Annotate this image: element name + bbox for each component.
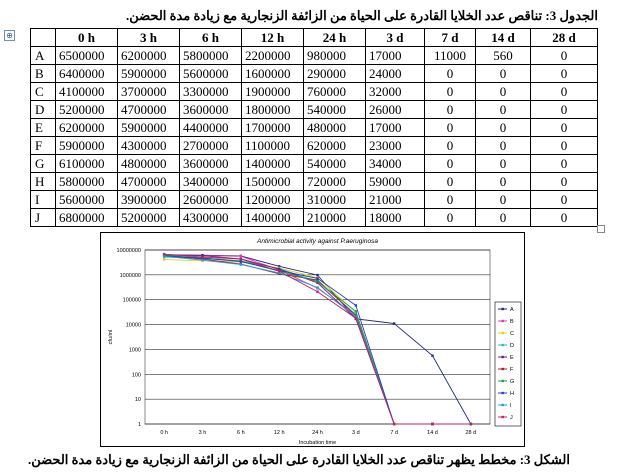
y-tick-label: 10000 (125, 322, 141, 329)
table-cell[interactable]: 5200000 (56, 101, 118, 119)
table-cell[interactable]: 24000 (366, 65, 425, 83)
legend-marker-I (502, 404, 504, 406)
table-cell[interactable]: 0 (531, 83, 598, 101)
table-cell[interactable]: 480000 (304, 119, 366, 137)
legend-label: A (510, 307, 514, 313)
x-axis-label: Incubation time (298, 440, 337, 446)
table-cell[interactable]: 6200000 (56, 119, 118, 137)
table-cell[interactable]: 3600000 (180, 155, 242, 173)
table-cell[interactable]: 5800000 (56, 173, 118, 191)
table-cell[interactable]: 17000 (366, 47, 425, 65)
table-row (31, 191, 598, 209)
table-cell[interactable]: 0 (531, 155, 598, 173)
table-cell[interactable]: 5600000 (56, 191, 118, 209)
legend-marker-A (502, 308, 504, 310)
table-cell[interactable]: 1500000 (242, 173, 304, 191)
table-cell[interactable]: 5900000 (56, 137, 118, 155)
row-label-cell[interactable]: G (31, 155, 56, 173)
series-point-J (393, 423, 395, 425)
row-label-cell[interactable]: J (31, 209, 56, 227)
y-tick-label: 100000 (122, 297, 141, 304)
table-row (31, 119, 598, 137)
row-label-cell[interactable]: I (31, 191, 56, 209)
table-caption: الجدول 3: تناقص عدد الخلايا القادرة على الحياة من الزائفة الزنجارية مع زيادة مدة الحضن. (126, 8, 598, 23)
series-point-B (240, 255, 242, 257)
row-label-cell[interactable]: E (31, 119, 56, 137)
table-cell[interactable]: 4400000 (180, 119, 242, 137)
header-cell[interactable]: 7 d (425, 29, 476, 47)
data-table (30, 28, 598, 227)
table-cell[interactable]: 5600000 (180, 65, 242, 83)
table-cell[interactable]: 1700000 (242, 119, 304, 137)
table-cell[interactable]: 0 (531, 119, 598, 137)
series-point-H (355, 304, 357, 306)
table-cell[interactable]: 0 (476, 173, 531, 191)
x-tick-label: 0 h (160, 430, 168, 436)
legend-label: E (510, 355, 514, 361)
series-point-I (201, 259, 203, 261)
table-row (31, 83, 598, 101)
header-cell[interactable]: 3 d (366, 29, 425, 47)
chart-title: Antimicrobial activity against P.aeruginosa (257, 238, 378, 245)
legend-label: H (510, 391, 514, 397)
series-point-C (163, 258, 165, 260)
table-cell[interactable]: 540000 (304, 101, 366, 119)
table-cell[interactable]: 0 (425, 101, 476, 119)
table-cell[interactable]: 560 (476, 47, 531, 65)
table-cell[interactable]: 11000 (425, 47, 476, 65)
series-point-J (431, 423, 433, 425)
legend-marker-F (502, 368, 504, 370)
table-row (31, 137, 598, 155)
table-cell[interactable]: 32000 (366, 83, 425, 101)
row-label-cell[interactable]: A (31, 47, 56, 65)
y-tick-label: 100 (131, 372, 141, 379)
table-row (31, 155, 598, 173)
table-cell[interactable]: 6200000 (118, 47, 180, 65)
series-point-I (163, 255, 165, 257)
table-cell[interactable]: 2200000 (242, 47, 304, 65)
table-cell[interactable]: 4700000 (118, 173, 180, 191)
table-cell[interactable]: 4100000 (56, 83, 118, 101)
table-cell[interactable]: 0 (476, 191, 531, 209)
y-tick-label: 1 (137, 422, 141, 428)
table-cell[interactable]: 310000 (304, 191, 366, 209)
table-cell[interactable]: 1600000 (242, 65, 304, 83)
table-cell[interactable]: 3300000 (180, 83, 242, 101)
table-cell[interactable]: 0 (425, 137, 476, 155)
table-cell[interactable]: 2600000 (180, 191, 242, 209)
table-cell[interactable]: 0 (425, 191, 476, 209)
series-point-J (355, 317, 357, 319)
table-cell[interactable]: 0 (425, 155, 476, 173)
table-cell[interactable]: 0 (425, 209, 476, 227)
table-cell[interactable]: 210000 (304, 209, 366, 227)
table-row (31, 209, 598, 227)
table-cell[interactable]: 4300000 (180, 209, 242, 227)
y-tick-label: 1000 (128, 347, 141, 354)
series-point-J (470, 423, 472, 425)
table-cell[interactable]: 6400000 (56, 65, 118, 83)
table-cell[interactable]: 5200000 (118, 209, 180, 227)
row-label-cell[interactable]: H (31, 173, 56, 191)
x-tick-label: 6 h (237, 430, 245, 436)
table-cell[interactable]: 0 (531, 191, 598, 209)
series-point-H (316, 277, 318, 279)
y-tick-label: 10 (134, 397, 141, 404)
table-cell[interactable]: 21000 (366, 191, 425, 209)
series-point-I (316, 286, 318, 288)
table-header-row (31, 29, 598, 47)
table-cell[interactable]: 17000 (366, 119, 425, 137)
row-label-cell[interactable]: D (31, 101, 56, 119)
row-label-cell[interactable]: F (31, 137, 56, 155)
table-cell[interactable]: 6100000 (56, 155, 118, 173)
table-cell[interactable]: 0 (425, 119, 476, 137)
table-cell[interactable]: 0 (531, 173, 598, 191)
line-chart (100, 232, 525, 447)
table-cell[interactable]: 0 (425, 83, 476, 101)
table-cell[interactable]: 720000 (304, 173, 366, 191)
x-tick-label: 12 h (273, 430, 285, 436)
row-label-cell[interactable]: B (31, 65, 56, 83)
x-tick-label: 14 d (427, 430, 438, 436)
table-cell[interactable]: 18000 (366, 209, 425, 227)
table-cell[interactable]: 4800000 (118, 155, 180, 173)
table-cell[interactable]: 3900000 (118, 191, 180, 209)
table-row (31, 101, 598, 119)
table-cell[interactable]: 6500000 (56, 47, 118, 65)
table-cell[interactable]: 0 (531, 65, 598, 83)
header-cell[interactable]: 14 d (476, 29, 531, 47)
legend-label: C (510, 331, 514, 337)
legend-marker-H (502, 392, 504, 394)
table-cell[interactable]: 6800000 (56, 209, 118, 227)
table-cell[interactable]: 1800000 (242, 101, 304, 119)
series-point-J (278, 270, 280, 272)
header-cell[interactable] (31, 29, 56, 47)
table-row (31, 65, 598, 83)
table-cell[interactable]: 0 (476, 83, 531, 101)
table-row (31, 173, 598, 191)
legend-label: F (510, 367, 514, 373)
table-cell[interactable]: 3600000 (180, 101, 242, 119)
x-tick-label: 28 d (465, 430, 477, 436)
series-point-J (163, 253, 165, 255)
legend-label: G (510, 379, 515, 385)
legend-label: B (510, 319, 514, 325)
header-cell[interactable]: 24 h (304, 29, 366, 47)
table-cell[interactable]: 26000 (366, 101, 425, 119)
table-cell[interactable]: 4300000 (118, 137, 180, 155)
legend-marker-B (502, 320, 504, 322)
legend-marker-G (502, 380, 504, 382)
table-cell[interactable]: 1200000 (242, 191, 304, 209)
table-cell[interactable]: 980000 (304, 47, 366, 65)
table-cell[interactable]: 0 (531, 101, 598, 119)
x-tick-label: 7 d (390, 430, 398, 436)
legend-label: D (510, 343, 514, 349)
table-cell[interactable]: 34000 (366, 155, 425, 173)
series-point-J (240, 258, 242, 260)
table-cell[interactable]: 2700000 (180, 137, 242, 155)
legend-label: J (510, 415, 513, 421)
table-cell[interactable]: 1400000 (242, 209, 304, 227)
table-cell[interactable]: 0 (476, 101, 531, 119)
legend-label: I (510, 403, 512, 409)
series-point-G (355, 310, 357, 312)
table-cell[interactable]: 0 (476, 155, 531, 173)
table-cell[interactable]: 0 (531, 209, 598, 227)
series-point-J (316, 291, 318, 293)
series-point-A (431, 354, 433, 356)
table-cell[interactable]: 3400000 (180, 173, 242, 191)
header-cell[interactable]: 28 d (531, 29, 598, 47)
x-tick-label: 3 h (198, 430, 207, 436)
header-cell[interactable]: 6 h (180, 29, 242, 47)
header-cell[interactable]: 0 h (56, 29, 118, 47)
table-cell[interactable]: 59000 (366, 173, 425, 191)
table-cell[interactable]: 0 (531, 47, 598, 65)
legend-marker-C (502, 332, 504, 334)
figure-caption: الشكل 3: مخطط يظهر تناقص عدد الخلايا القادرة على الحياة من الزائفة الزنجارية مع زيادة مدة الحضن. (28, 452, 570, 467)
table-cell[interactable]: 0 (531, 137, 598, 155)
table-row (31, 47, 598, 65)
series-point-G (316, 280, 318, 282)
header-cell[interactable]: 12 h (242, 29, 304, 47)
series-point-A (316, 274, 318, 276)
series-point-A (393, 322, 395, 324)
table-cell[interactable]: 1900000 (242, 83, 304, 101)
table-cell[interactable]: 4700000 (118, 101, 180, 119)
table-cell[interactable]: 0 (476, 137, 531, 155)
table-cell[interactable]: 1100000 (242, 137, 304, 155)
series-point-H (240, 260, 242, 262)
header-cell[interactable]: 3 h (118, 29, 180, 47)
legend-marker-J (502, 416, 504, 418)
row-label-cell[interactable]: C (31, 83, 56, 101)
legend-marker-E (502, 356, 504, 358)
table-cell[interactable]: 0 (425, 65, 476, 83)
table-cell[interactable]: 3700000 (118, 83, 180, 101)
table-cell[interactable]: 5800000 (180, 47, 242, 65)
table-cell[interactable]: 1400000 (242, 155, 304, 173)
table-resize-handle[interactable] (597, 225, 605, 233)
y-tick-label: 1000000 (119, 272, 141, 279)
y-axis-label: cfu/ml (108, 329, 114, 345)
legend-marker-D (502, 344, 504, 346)
table-cell[interactable]: 0 (476, 65, 531, 83)
table-cell[interactable]: 23000 (366, 137, 425, 155)
series-point-J (201, 256, 203, 258)
table-cell[interactable]: 620000 (304, 137, 366, 155)
table-cell[interactable]: 5900000 (118, 65, 180, 83)
y-tick-label: 10000000 (116, 248, 141, 254)
table-cell[interactable]: 290000 (304, 65, 366, 83)
table-cell[interactable]: 540000 (304, 155, 366, 173)
table-move-handle-icon[interactable]: ⊕ (4, 30, 15, 41)
x-tick-label: 24 h (312, 430, 323, 436)
table-cell[interactable]: 760000 (304, 83, 366, 101)
table-cell[interactable]: 5900000 (118, 119, 180, 137)
table-cell[interactable]: 0 (476, 119, 531, 137)
table-cell[interactable]: 0 (425, 173, 476, 191)
x-tick-label: 3 d (352, 430, 360, 436)
series-point-I (240, 263, 242, 265)
table-cell[interactable]: 0 (476, 209, 531, 227)
